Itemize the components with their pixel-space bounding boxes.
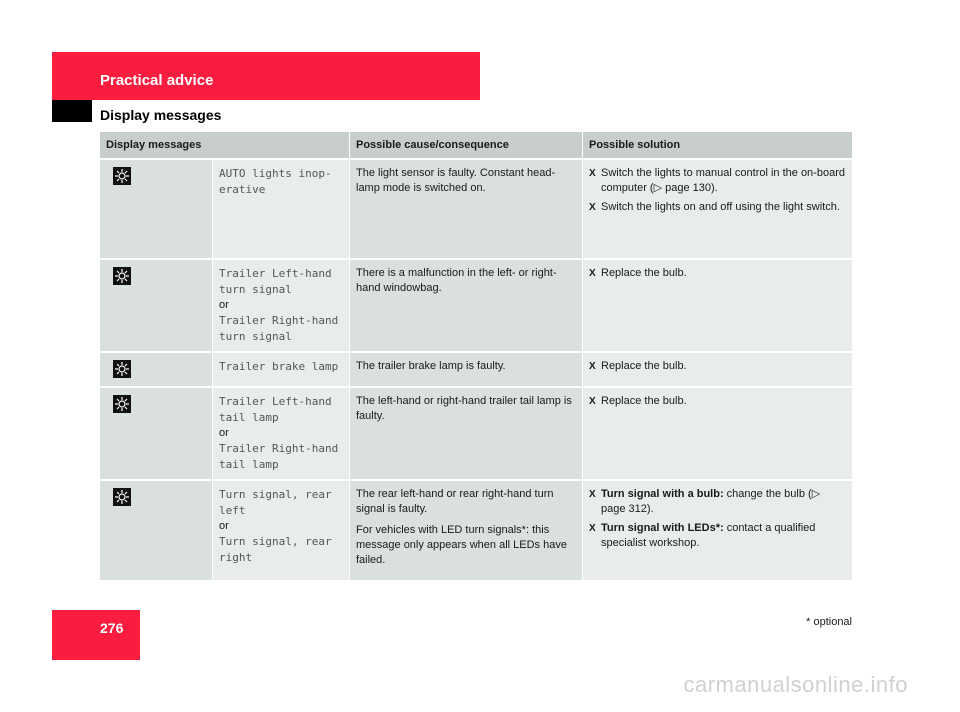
message-cell	[213, 351, 350, 386]
cause-text: The rear left-hand or rear right-hand turn signal is faulty.	[356, 488, 554, 515]
display-message-text: Trailer Left-hand turn signal	[219, 267, 332, 296]
message-cell	[213, 258, 350, 351]
table-row	[100, 479, 852, 580]
or-separator: or	[219, 427, 229, 439]
table-row	[100, 351, 852, 386]
cause-text: There is a malfunction in the left- or right-hand windowbag.	[356, 267, 557, 294]
subsection-title: Display messages	[100, 107, 222, 123]
icon-cell	[100, 386, 213, 479]
page-reference: ▷ page 312	[601, 488, 821, 515]
solution-cell	[583, 479, 852, 580]
cause-text: The light sensor is faulty. Constant head-lamp mode is switched on.	[356, 167, 556, 194]
display-message-text: Turn signal, rear right	[219, 535, 332, 564]
solution-item: X Replace the bulb.	[589, 267, 687, 279]
display-message-text: AUTO lights inop- erative	[219, 167, 332, 196]
bullet-arrow-icon: X	[589, 361, 596, 372]
watermark: carmanualsonline.info	[683, 672, 908, 697]
message-cell	[213, 158, 350, 258]
warning-lamp-icon	[113, 267, 131, 285]
solution-item: X Turn signal with LEDs*: contact a qualified specialist workshop.	[589, 522, 816, 549]
cause-cell	[350, 386, 583, 479]
column-header-cause: Possible cause/consequence	[350, 132, 583, 158]
bullet-arrow-icon: X	[589, 202, 596, 213]
cause-cell	[350, 258, 583, 351]
column-header-solution: Possible solution	[583, 132, 852, 158]
icon-cell	[100, 258, 213, 351]
column-header-display-messages: Display messages	[100, 132, 350, 158]
solution-item: X Switch the lights to manual control in the on-board computer (▷ page 130).	[589, 167, 845, 194]
bullet-arrow-icon: X	[589, 268, 596, 279]
cause-cell	[350, 158, 583, 258]
warning-lamp-icon	[113, 167, 131, 185]
solution-cell	[583, 386, 852, 479]
icon-cell	[100, 479, 213, 580]
icon-cell	[100, 158, 213, 258]
bullet-arrow-icon: X	[589, 396, 596, 407]
display-message-text: Turn signal, rear left	[219, 488, 332, 517]
page-number: 276	[100, 620, 124, 636]
warning-lamp-icon	[113, 488, 131, 506]
table-row	[100, 258, 852, 351]
display-messages-table	[100, 132, 852, 580]
icon-cell	[100, 351, 213, 386]
message-cell	[213, 386, 350, 479]
cause-cell	[350, 351, 583, 386]
cause-cell	[350, 479, 583, 580]
table-header-row	[100, 132, 852, 158]
display-message-text: Trailer Right-hand tail lamp	[219, 442, 339, 471]
or-separator: or	[219, 520, 229, 532]
solution-item: X Replace the bulb.	[589, 395, 687, 407]
display-message-text: Trailer Right-hand turn signal	[219, 314, 339, 343]
warning-lamp-icon	[113, 360, 131, 378]
table-row	[100, 158, 852, 258]
bullet-arrow-icon: X	[589, 523, 596, 534]
display-message-text: Trailer brake lamp	[219, 360, 339, 373]
bullet-arrow-icon: X	[589, 168, 596, 179]
bullet-arrow-icon: X	[589, 489, 596, 500]
footnote: * optional	[806, 616, 852, 628]
solution-item: X Turn signal with a bulb: change the bulb (▷ page 312).	[589, 488, 821, 515]
page-number-box	[52, 610, 140, 660]
solution-cell	[583, 351, 852, 386]
warning-lamp-icon	[113, 395, 131, 413]
solution-cell	[583, 158, 852, 258]
solution-item: X Switch the lights on and off using the light switch.	[589, 201, 840, 213]
message-cell	[213, 479, 350, 580]
display-message-text: Trailer Left-hand tail lamp	[219, 395, 332, 424]
table-row	[100, 386, 852, 479]
solution-item: X Replace the bulb.	[589, 360, 687, 372]
cause-text: The trailer brake lamp is faulty.	[356, 360, 506, 372]
section-tab-marker	[52, 100, 92, 122]
section-title: Practical advice	[100, 72, 214, 89]
cause-text: For vehicles with LED turn signals*: this message only appears when all LEDs have failed.	[356, 524, 567, 566]
cause-text: The left-hand or right-hand trailer tail lamp is faulty.	[356, 395, 572, 422]
page-reference: ▷ page 130	[653, 182, 711, 194]
or-separator: or	[219, 299, 229, 311]
solution-cell	[583, 258, 852, 351]
